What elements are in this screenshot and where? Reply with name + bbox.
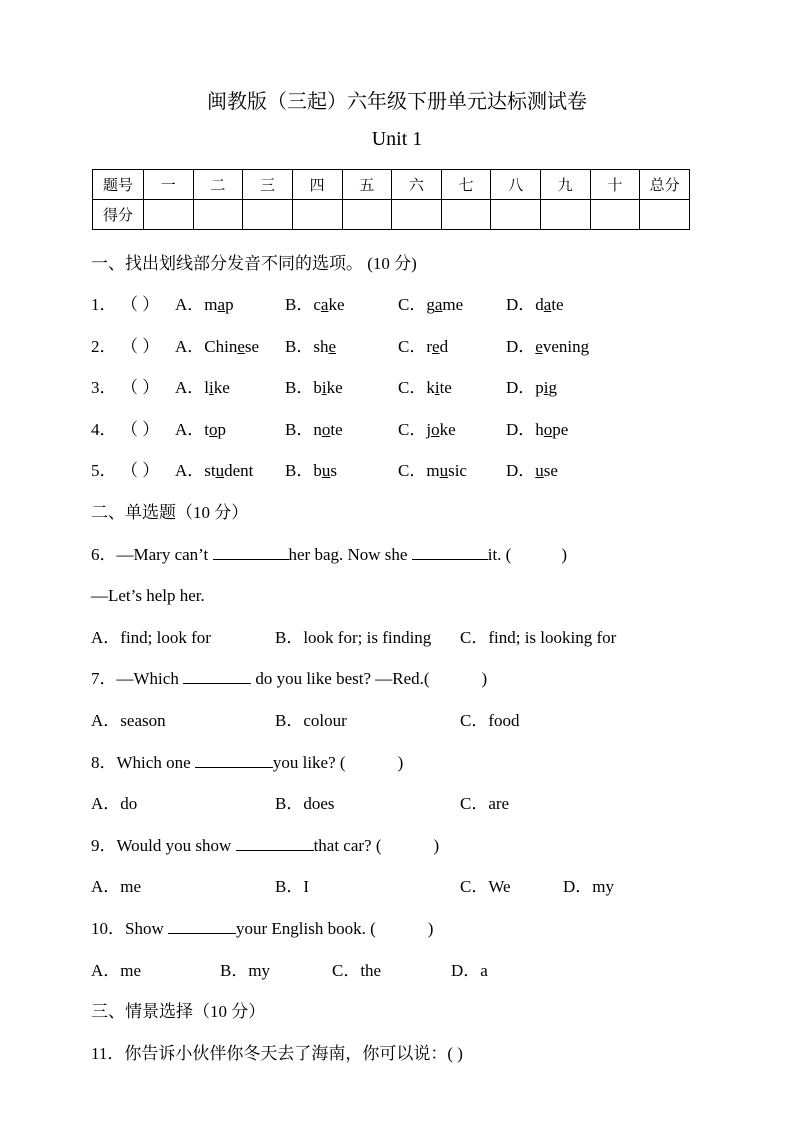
q5-option-c[interactable] — [398, 460, 467, 482]
q10-text-a: 10．Show — [91, 919, 168, 938]
q8-text-c: ) — [397, 753, 404, 772]
q6-dialog-line: —Let’s help her. — [91, 586, 205, 605]
word-suffix: te — [439, 378, 452, 397]
question-6 — [91, 544, 567, 566]
section1-heading: 一、找出划线部分发音不同的选项。 (10 分) — [91, 254, 417, 273]
underlined-letter: o — [209, 420, 218, 439]
word-suffix: p — [217, 420, 227, 439]
score-cell[interactable] — [243, 200, 293, 230]
q8-blank[interactable] — [195, 753, 273, 768]
q7-blank[interactable] — [183, 669, 251, 684]
q7-option-a[interactable]: A．season — [91, 711, 166, 730]
option-letter: B． — [285, 461, 314, 480]
score-cell[interactable] — [541, 200, 591, 230]
q3-option-a[interactable] — [175, 377, 230, 399]
q8-option-a[interactable]: A．do — [91, 794, 138, 813]
word-suffix: me — [442, 295, 464, 314]
word-prefix: st — [204, 461, 216, 480]
q10-option-d[interactable]: D．a — [451, 961, 488, 980]
q1-option-a[interactable] — [175, 294, 234, 316]
q1-option-d[interactable] — [506, 294, 564, 316]
q4-option-b[interactable] — [285, 419, 343, 441]
underlined-letter: o — [543, 420, 553, 439]
q2-option-d[interactable] — [506, 336, 589, 358]
q8-text-a: 8．Which one — [91, 753, 195, 772]
answer-parens[interactable]: （ ） — [121, 337, 160, 356]
underlined-letter: i — [321, 378, 327, 397]
word-suffix: ke — [213, 378, 230, 397]
score-header-cell: 三 — [243, 170, 293, 200]
score-cell[interactable] — [441, 200, 491, 230]
q7-text-b: do you like best? —Red.( — [251, 669, 430, 688]
score-row-label: 得分 — [93, 200, 144, 230]
word-suffix: g — [548, 378, 558, 397]
q9-text-b: that car? ( — [313, 836, 382, 855]
score-cell[interactable] — [491, 200, 541, 230]
question-7 — [91, 668, 487, 690]
underlined-letter: u — [321, 461, 331, 480]
score-cell[interactable] — [590, 200, 640, 230]
word-prefix: r — [426, 337, 433, 356]
question-number: 4． — [91, 420, 117, 439]
q6-option-a[interactable]: A．find; look for — [91, 628, 211, 647]
q9-text-a: 9．Would you show — [91, 836, 236, 855]
option-letter: C． — [398, 420, 427, 439]
word-suffix: vening — [542, 337, 590, 356]
q10-option-c[interactable]: C．the — [332, 961, 382, 980]
score-cell[interactable] — [292, 200, 342, 230]
section2-heading: 二、单选题（10 分） — [91, 503, 249, 522]
word-suffix: s — [330, 461, 337, 480]
q6-text-a: 6．—Mary can’t — [91, 545, 213, 564]
q6-text-d: ) — [561, 545, 567, 564]
score-cell[interactable] — [392, 200, 442, 230]
word-suffix: pe — [552, 420, 569, 439]
underlined-letter: e — [535, 337, 543, 356]
q1-option-b[interactable] — [285, 294, 344, 316]
underlined-letter: i — [209, 378, 214, 397]
option-letter: D． — [506, 461, 536, 480]
word-prefix: h — [535, 420, 544, 439]
q4-option-c[interactable] — [398, 419, 456, 441]
q5-option-b[interactable] — [285, 460, 337, 482]
score-header-cell: 四 — [292, 170, 342, 200]
score-cell[interactable] — [342, 200, 392, 230]
q5-option-a[interactable] — [175, 460, 253, 482]
q6-option-b[interactable]: B．look for; is finding — [275, 628, 432, 647]
q9-option-c[interactable]: C．We — [460, 877, 511, 896]
question-number: 2． — [91, 337, 117, 356]
underlined-letter: e — [432, 337, 440, 356]
q10-option-b[interactable]: B．my — [220, 961, 271, 980]
score-header-cell: 七 — [441, 170, 491, 200]
score-header-cell: 题号 — [93, 170, 144, 200]
underlined-letter: u — [439, 461, 449, 480]
q5-option-d[interactable] — [506, 460, 558, 482]
word-prefix: c — [313, 295, 321, 314]
word-prefix: sh — [313, 337, 329, 356]
score-header-cell: 八 — [491, 170, 541, 200]
q10-text-b: your English book. ( — [235, 919, 376, 938]
q7-text-a: 7．—Which — [91, 669, 184, 688]
q9-option-a[interactable]: A．me — [91, 877, 142, 896]
q9-blank[interactable] — [236, 836, 314, 851]
q9-option-b[interactable]: B．I — [275, 877, 309, 896]
word-suffix: te — [330, 420, 343, 439]
q8-option-c[interactable]: C．are — [460, 794, 510, 813]
q6-blank-2[interactable] — [412, 545, 488, 560]
score-header-cell: 五 — [342, 170, 392, 200]
option-letter: A． — [175, 295, 205, 314]
underlined-letter: a — [320, 295, 329, 314]
question-number: 5． — [91, 461, 117, 480]
q6-option-c[interactable]: C．find; is looking for — [460, 628, 617, 647]
word-suffix: d — [439, 337, 449, 356]
underlined-letter: a — [217, 295, 226, 314]
answer-parens[interactable]: （ ） — [121, 378, 160, 397]
q2-option-c[interactable] — [398, 336, 448, 358]
word-suffix: p — [225, 295, 234, 314]
option-letter: A． — [175, 420, 205, 439]
section3-heading: 三、情景选择（10 分） — [91, 1002, 266, 1021]
score-header-cell: 六 — [392, 170, 442, 200]
q4-option-a[interactable] — [175, 419, 226, 441]
underlined-letter: e — [237, 337, 245, 356]
option-letter: B． — [285, 337, 314, 356]
score-header-cell: 总分 — [640, 170, 690, 200]
word-suffix: ke — [326, 378, 343, 397]
answer-parens[interactable]: （ ） — [121, 295, 160, 314]
underlined-letter: e — [328, 337, 337, 356]
word-suffix: se — [244, 337, 260, 356]
q7-text-c: ) — [481, 669, 488, 688]
option-letter: A． — [175, 461, 205, 480]
q6-text-b: her bag. Now she — [288, 545, 412, 564]
score-header-cell: 一 — [144, 170, 194, 200]
q2-option-b[interactable] — [285, 336, 336, 358]
option-letter: B． — [285, 420, 314, 439]
word-suffix: ke — [328, 295, 345, 314]
option-letter: D． — [506, 378, 536, 397]
q10-option-a[interactable]: A．me — [91, 961, 142, 980]
option-letter: C． — [398, 337, 427, 356]
q8-text-b: you like? ( — [272, 753, 346, 772]
score-table — [92, 169, 690, 230]
q6-blank-1[interactable] — [213, 545, 289, 560]
q8-option-b[interactable]: B．does — [275, 794, 335, 813]
option-letter: D． — [506, 420, 536, 439]
option-letter: C． — [398, 295, 427, 314]
question-number: 3． — [91, 378, 117, 397]
word-prefix: b — [313, 378, 322, 397]
option-letter: C． — [398, 378, 427, 397]
word-prefix: t — [204, 420, 210, 439]
word-prefix: p — [535, 378, 544, 397]
q3-option-b[interactable] — [285, 377, 343, 399]
word-prefix: n — [313, 420, 322, 439]
underlined-letter: a — [543, 295, 552, 314]
score-table-score-row — [93, 200, 690, 230]
q10-text-c: ) — [427, 919, 434, 938]
word-prefix: d — [535, 295, 544, 314]
word-prefix: g — [426, 295, 435, 314]
question-8 — [91, 752, 403, 774]
underlined-letter: u — [535, 461, 544, 480]
underlined-letter: u — [215, 461, 225, 480]
q9-text-c: ) — [433, 836, 440, 855]
q3-option-d[interactable] — [506, 377, 557, 399]
word-suffix: se — [543, 461, 558, 480]
score-cell[interactable] — [144, 200, 194, 230]
q3-option-c[interactable] — [398, 377, 452, 399]
q9-option-d[interactable]: D．my — [563, 877, 614, 896]
page-subtitle: Unit 1 — [371, 128, 423, 150]
word-prefix: m — [426, 461, 440, 480]
score-header-cell: 二 — [193, 170, 243, 200]
answer-parens[interactable]: （ ） — [121, 461, 160, 480]
score-header-cell: 十 — [590, 170, 640, 200]
answer-parens[interactable]: （ ） — [121, 420, 160, 439]
question-number: 1． — [91, 295, 117, 314]
option-letter: B． — [285, 378, 314, 397]
underlined-letter: i — [543, 378, 549, 397]
question-9 — [91, 835, 439, 857]
score-header-cell: 九 — [541, 170, 591, 200]
score-cell[interactable] — [640, 200, 690, 230]
q7-option-c[interactable]: C．food — [460, 711, 520, 730]
q4-option-d[interactable] — [506, 419, 568, 441]
q6-text-c: it. ( — [487, 545, 512, 564]
option-letter: A． — [175, 337, 205, 356]
page-title: 闽教版（三起）六年级下册单元达标测试卷 — [207, 91, 587, 113]
underlined-letter: i — [434, 378, 440, 397]
score-table-header-row — [93, 170, 690, 200]
word-prefix: m — [204, 295, 218, 314]
word-suffix: ke — [439, 420, 456, 439]
option-letter: C． — [398, 461, 427, 480]
option-letter: B． — [285, 295, 314, 314]
underlined-letter: o — [321, 420, 331, 439]
score-cell[interactable] — [193, 200, 243, 230]
word-prefix: l — [204, 378, 210, 397]
word-suffix: sic — [448, 461, 467, 480]
q10-blank[interactable] — [168, 919, 236, 934]
word-prefix: b — [313, 461, 322, 480]
word-suffix: te — [551, 295, 564, 314]
option-letter: D． — [506, 337, 536, 356]
q2-option-a[interactable] — [175, 336, 259, 358]
underlined-letter: a — [434, 295, 443, 314]
q7-option-b[interactable]: B．colour — [275, 711, 347, 730]
word-prefix: Chin — [204, 337, 238, 356]
question-10 — [91, 918, 433, 940]
q1-option-c[interactable] — [398, 294, 463, 316]
question-11: 11．你告诉小伙伴你冬天去了海南，你可以说：( ) — [91, 1044, 463, 1063]
word-prefix: j — [426, 420, 432, 439]
word-prefix: k — [426, 378, 435, 397]
word-suffix: dent — [224, 461, 254, 480]
option-letter: A． — [175, 378, 205, 397]
option-letter: D． — [506, 295, 536, 314]
underlined-letter: o — [431, 420, 440, 439]
